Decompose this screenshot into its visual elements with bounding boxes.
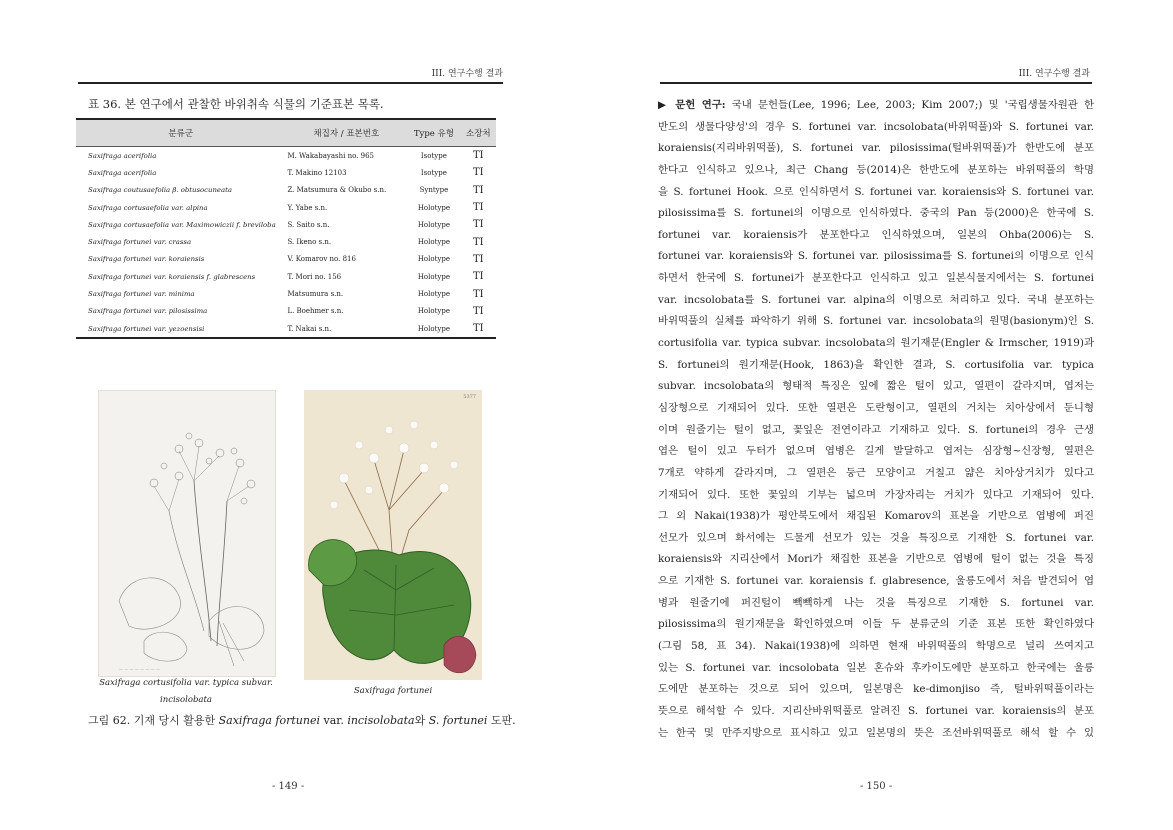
- table-caption: 표 36. 본 연구에서 관찰한 바위취속 식물의 기준표본 목록.: [88, 97, 384, 111]
- page-number-right: - 150 -: [860, 781, 893, 792]
- taxon-cell: Saxifraga coutusaefolia β. obtusocuneata: [88, 186, 232, 195]
- figure-caption-mid1: var.: [320, 714, 348, 727]
- herbarium-cell: TI: [473, 288, 484, 300]
- body-line: 으로 기재한 S. fortunei var. koraiensis f. glabresence, 울릉도에서 처음 발견되어 엽: [658, 575, 1094, 588]
- body-line: 그 외 Nakai(1938)가 평안북도에서 채집된 Komarov의 표본을 기반으로 엽병에 퍼진: [658, 510, 1094, 523]
- collector-cell: L. Boehmer s.n.: [287, 307, 344, 316]
- body-line: 엽은 털이 있고 두터가 없으며 엽병은 길게 발달하고 엽저는 심장형~신장형, 열편은: [658, 445, 1094, 458]
- collector-cell: Z. Matsumura & Okubo s.n.: [287, 186, 387, 195]
- body-line: 7개로 약하게 갈라지며, 그 열편은 둥근 모양이고 거칠고 얇은 치아상거치가 있다고: [658, 466, 1094, 479]
- header-rule-left: [78, 82, 503, 84]
- taxon-cell: Saxifraga fortunei var. minima: [88, 290, 195, 299]
- figure-caption: [88, 712, 516, 728]
- herbarium-cell: TI: [473, 202, 484, 214]
- herbarium-cell: TI: [473, 150, 484, 162]
- body-line: 선모가 있으며 화서에는 드물게 선모가 있는 것을 특징으로 기재한 S. fortunei var.: [658, 531, 1094, 544]
- type-cell: Holotype: [417, 203, 450, 212]
- body-line: 는 한국 및 만주지방으로 표시하고 있고 일본명의 뜻은 조선바위떡풀로 해석 할 수 있: [658, 726, 1094, 739]
- body-line: 심장형으로 기재되어 있다. 또한 열편은 도란형이고, 열편의 거치는 치아상에서 둔니형: [658, 401, 1094, 414]
- body-line: 반도의 생물다양성'의 경우 S. fortunei var. incsolobata(바위떡풀)와 S. fortunei var.: [658, 120, 1094, 133]
- literature-review-body: [658, 95, 1094, 744]
- herbarium-cell: TI: [473, 219, 484, 231]
- table-row: [76, 216, 496, 233]
- color-plate-subcaption: Saxifraga fortunei: [353, 686, 433, 696]
- body-line: (그림 58, 표 34). Nakai(1938)에 의하면 현재 바위떡풀의 학명으로 널리 쓰여지고: [658, 640, 1094, 653]
- body-line: 하면서 한국에 S. fortunei가 분포한다고 인식하고 있고 일본식물지에서는 S. fortunei: [658, 272, 1094, 285]
- table-row: [76, 199, 496, 216]
- figure-caption-taxon1: Saxifraga fortunei: [218, 714, 320, 727]
- sketch-subcaption-line2: incisolobata: [160, 695, 212, 705]
- table-row: [76, 147, 496, 165]
- type-cell: Holotype: [417, 307, 450, 316]
- table-row: [76, 182, 496, 199]
- type-cell: Holotype: [407, 320, 460, 338]
- type-cell: Holotype: [417, 220, 450, 229]
- header-taxon: 분류군: [76, 119, 285, 147]
- body-line: 도에만 분포하는 것으로 되어 있으며, 일본명은 ke-dimonjiso 즉, 털바위떡풀이라는: [658, 683, 1094, 696]
- table-row: [76, 164, 496, 181]
- taxon-cell: Saxifraga acerifolia: [88, 168, 157, 177]
- body-line: 을 S. fortunei Hook. 으로 인식하면서 S. fortunei var. koraiensis와 S. fortunei var.: [658, 185, 1094, 198]
- table-row: [76, 268, 496, 285]
- type-cell: Syntype: [419, 186, 449, 195]
- herbarium-cell: TI: [473, 305, 484, 317]
- body-line: [658, 95, 1094, 117]
- body-line-text: 국내 문헌들(Lee, 1996; Lee, 2003; Kim 2007;) 및 '국립생물자원관 한: [725, 99, 1094, 111]
- body-line: 바위떡풀의 실체를 파악하기 위해 S. fortunei var. incsolobata의 원명(basionym)인 S.: [658, 315, 1094, 328]
- table-header-row: [76, 119, 496, 147]
- table-row: [76, 251, 496, 268]
- header-type: Type 유형: [407, 119, 460, 147]
- figure-caption-suffix: 도판.: [487, 714, 516, 727]
- taxon-cell: Saxifraga fortunei var. pilosissima: [88, 307, 208, 316]
- taxon-cell: Saxifraga cortusaefolia var. Maximowiczii f. breviloba: [88, 220, 276, 229]
- collector-cell: Matsumura s.n.: [287, 290, 344, 299]
- figure-caption-taxon1-var: incisolobata: [347, 714, 415, 727]
- taxon-cell: Saxifraga fortunei var. yezoensisi: [76, 320, 285, 338]
- type-cell: Isotype: [420, 168, 447, 177]
- taxon-cell: Saxifraga fortunei var. crassa: [88, 238, 192, 247]
- type-cell: Holotype: [417, 290, 450, 299]
- body-line: 이며 원줄기는 털이 없고, 꽃잎은 전연이라고 기재하고 있다. S. fortunei의 경우 근생: [658, 423, 1094, 436]
- left-page: [0, 0, 586, 830]
- sketch-illustration: [99, 391, 275, 676]
- body-line: 병과 원줄기에 퍼진털이 빽빽하게 나는 것을 특징으로 기재한 S. fortunei var.: [658, 596, 1094, 609]
- body-line: fortunei var. koraiensis가 분포한다고 인식하였으며, 일본의 Ohba(2006)는 S.: [658, 228, 1094, 241]
- type-cell: Holotype: [417, 272, 450, 281]
- collector-cell: T. Makino 12103: [287, 168, 347, 177]
- herbarium-sketch-plate: [98, 390, 276, 677]
- table-row: [76, 285, 496, 302]
- header-rule-right: [660, 82, 1092, 84]
- herbarium-cell: TI: [473, 271, 484, 283]
- collector-cell: S. Ikeno s.n.: [287, 238, 332, 247]
- collector-cell: T. Nakai s.n.: [285, 320, 407, 338]
- body-line: subvar. incsolobata의 형태적 특징은 잎에 짧은 털이 있고, 열편이 갈라지며, 엽저는: [658, 380, 1094, 393]
- type-cell: Isotype: [420, 151, 447, 160]
- taxon-cell: Saxifraga acerifolia: [88, 151, 157, 160]
- figure-caption-mid2: 와: [414, 714, 429, 727]
- collector-cell: S. Saito s.n.: [287, 220, 330, 229]
- sketch-plate-footnote: — — — — — — — —: [119, 666, 160, 671]
- page-number-left: - 149 -: [272, 781, 305, 792]
- herbarium-cell: TI: [461, 320, 496, 338]
- body-line: fortunei var. koraiensis와 S. fortunei var. pilosissima를 S. fortunei의 이명으로 인식: [658, 250, 1094, 263]
- collector-cell: T. Mori no. 156: [287, 272, 342, 281]
- herbarium-cell: TI: [473, 253, 484, 265]
- body-line: 한다고 인식하고 있으나, 최근 Chang 등(2014)은 한반도에 분포하는 바위떡풀의 학명: [658, 163, 1094, 176]
- body-line: S. fortunei의 원기재문(Hook, 1863)을 확인한 결과, S. cortusifolia var. typica: [658, 358, 1094, 371]
- figure-caption-prefix: 그림 62. 기재 당시 활용한: [88, 714, 219, 727]
- taxon-cell: Saxifraga fortunei var. koraiensis f. glabrescens: [88, 272, 256, 281]
- body-line: 뜻으로 해석할 수 있다. 지리산바위떡풀로 알려진 S. fortunei var. koraiensis의 분포: [658, 704, 1094, 717]
- section-lead-marker: ▶ 문헌 연구:: [658, 99, 726, 111]
- body-line: var. incsolobata를 S. fortunei var. alpina의 이명으로 처리하고 있다. 국내 분포하는: [658, 293, 1094, 306]
- type-cell: Holotype: [417, 255, 450, 264]
- herbarium-cell: TI: [473, 167, 484, 179]
- body-line: koraiensis와 지리산에서 Mori가 채집한 표본을 기반으로 엽병에 털이 없는 것을 특징: [658, 553, 1094, 566]
- plate-number: 5377: [463, 394, 476, 400]
- running-head-left: III. 연구수행 결과: [431, 69, 503, 79]
- table-row: [76, 233, 496, 250]
- body-line: 있는 S. fortunei var. incsolobata 일본 혼슈와 후카이도에만 분포하고 한국에는 울릉: [658, 661, 1094, 674]
- type-cell: Holotype: [417, 238, 450, 247]
- table-row: [76, 303, 496, 320]
- body-line: 기재되어 있다. 또한 꽃잎의 기부는 넓으며 가장자리는 거치가 있다고 기재되어 있다.: [658, 488, 1094, 501]
- collector-cell: Y. Yabe s.n.: [287, 203, 328, 212]
- body-line: pilosissima의 원기재문을 확인하였으며 이들 두 분류군의 기준 표본 또한 확인하였다: [658, 618, 1094, 631]
- body-line: pilosissima를 S. fortunei의 이명으로 인식하였다. 중국의 Pan 등(2000)은 한국에 S.: [658, 207, 1094, 220]
- herbarium-cell: TI: [473, 184, 484, 196]
- figure-caption-taxon2: S. fortunei: [428, 714, 488, 727]
- table-row: [76, 320, 496, 338]
- body-line: cortusifolia var. typica subvar. incsolobata의 원기재문(Engler & Irmscher, 1919)과: [658, 337, 1094, 350]
- collector-cell: M. Wakabayashi no. 965: [287, 151, 374, 160]
- type-specimen-table: [76, 118, 496, 339]
- color-illustration: [304, 390, 482, 680]
- sketch-subcaption: [98, 678, 274, 705]
- header-collector: 채집자 / 표본번호: [285, 119, 407, 147]
- body-line: koraiensis(지리바위떡풀), S. fortunei var. pilosissima(털바위떡풀)가 한반도에 분포: [658, 142, 1094, 155]
- sketch-subcaption-line1: Saxifraga cortusifolia var. typica subvar.: [99, 678, 273, 688]
- taxon-cell: Saxifraga cortusaefolia var. alpina: [88, 203, 208, 212]
- collector-cell: V. Komarov no. 816: [287, 255, 356, 264]
- running-head-right: III. 연구수행 결과: [1018, 69, 1090, 79]
- header-herbarium: 소장처: [461, 119, 496, 147]
- taxon-cell: Saxifraga fortunei var. koraiensis: [88, 255, 205, 264]
- botanical-color-plate: [304, 390, 482, 680]
- herbarium-cell: TI: [473, 236, 484, 248]
